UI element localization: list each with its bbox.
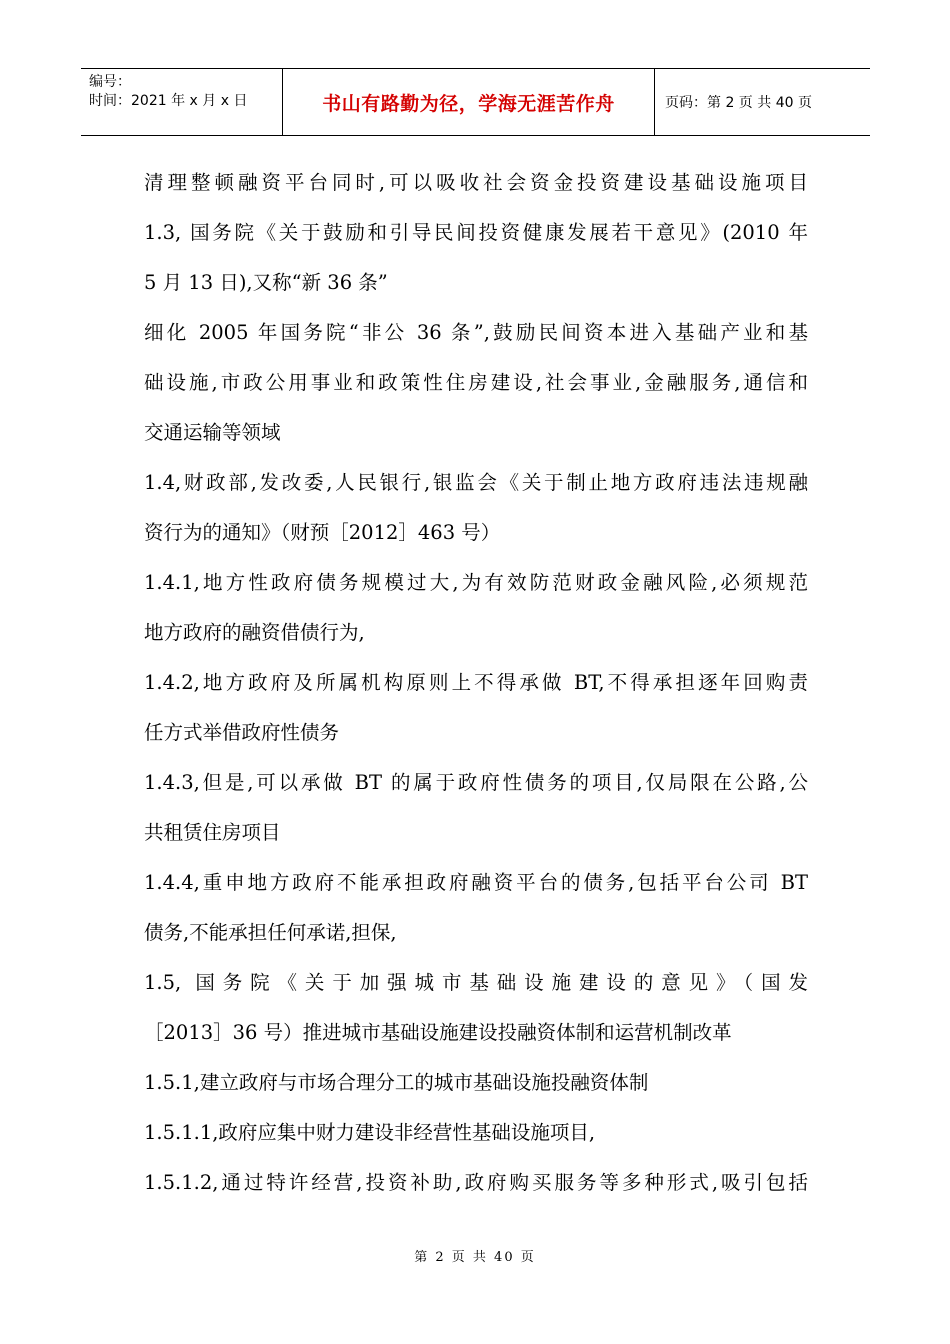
body-line: 1.5, 国务院《关于加强城市基础设施建设的意见》（国发 xyxy=(144,971,808,994)
body-line: ［2013］36 号）推进城市基础设施建设投融资体制和运营机制改革 xyxy=(144,1021,732,1044)
body-line: 1.5.1.1,政府应集中财力建设非经营性基础设施项目, xyxy=(144,1121,596,1144)
body-line: 债务,不能承担任何承诺,担保, xyxy=(144,921,397,944)
body-line: 5 月 13 日),又称“新 36 条” xyxy=(144,271,388,294)
body-line: 任方式举借政府性债务 xyxy=(144,721,340,744)
body-line: 交通运输等领域 xyxy=(144,421,281,444)
document-number-label: 编号： xyxy=(89,74,131,90)
body-line: 1.4.3,但是,可以承做 BT 的属于政府性债务的项目,仅局限在公路,公 xyxy=(144,771,808,794)
body-line: 1.3, 国务院《关于鼓励和引导民间投资健康发展若干意见》(2010 年 xyxy=(144,221,808,244)
body-line: 1.4.4,重申地方政府不能承担政府融资平台的债务,包括平台公司 BT xyxy=(144,871,808,894)
body-line: 1.5.1.2,通过特许经营,投资补助,政府购买服务等多种形式,吸引包括 xyxy=(144,1171,808,1194)
body-line: 清理整顿融资平台同时,可以吸收社会资金投资建设基础设施项目 xyxy=(144,171,808,194)
page-header xyxy=(81,68,870,136)
body-line: 共租赁住房项目 xyxy=(144,821,281,844)
body-line: 资行为的通知》（财预［2012］463 号） xyxy=(144,521,501,544)
page-footer: 第 2 页 共 40 页 xyxy=(414,1250,536,1265)
header-meta xyxy=(81,69,283,135)
body-line: 1.5.1,建立政府与市场合理分工的城市基础设施投融资体制 xyxy=(144,1071,649,1094)
body-line: 1.4,财政部,发改委,人民银行,银监会《关于制止地方政府违法违规融 xyxy=(144,471,808,494)
document-date: 时间：2021 年 x 月 x 日 xyxy=(89,93,248,109)
body-line: 地方政府的融资借债行为, xyxy=(144,621,365,644)
header-page-code: 页码：第 2 页 共 40 页 xyxy=(665,95,812,111)
body-line: 1.4.1,地方性政府债务规模过大,为有效防范财政金融风险,必须规范 xyxy=(144,571,808,594)
header-motto: 书山有路勤为径，学海无涯苦作舟 xyxy=(283,69,655,135)
body-line: 细化 2005 年国务院“非公 36 条”,鼓励民间资本进入基础产业和基 xyxy=(144,321,808,344)
document-body xyxy=(144,158,808,1208)
body-line: 础设施,市政公用事业和政策性住房建设,社会事业,金融服务,通信和 xyxy=(144,371,808,394)
body-line: 1.4.2,地方政府及所属机构原则上不得承做 BT,不得承担逐年回购责 xyxy=(144,671,808,694)
